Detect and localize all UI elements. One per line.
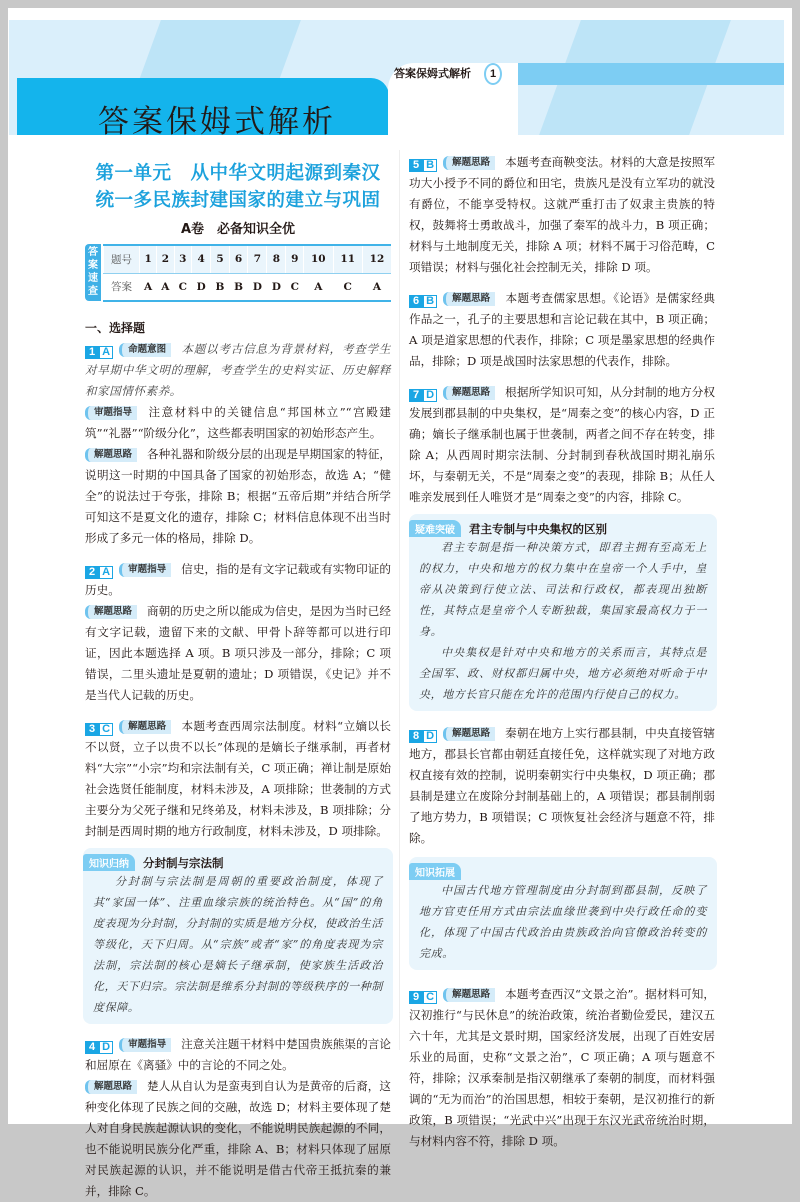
tab-strip [515, 63, 784, 85]
label-tag: 解题思路 [85, 1080, 137, 1094]
explanation-text: 根据所学知识可知，从分封制的地方分权发展到郡县制的中央集权，是“周秦之变”的核心内容，D 正确；嫡长子继承制也属于世袭制，两者之间不存在转变，排除 A；从西周时期宗法制、分封制到春秋战国时期礼崩乐坏，与秦朝无关，不是“周秦之变”的表现，排除 B；从任人唯亲发展到任人唯贤才是“周秦之变”的内容，排除 C。 [409, 385, 715, 504]
explanation-part [409, 382, 715, 508]
question-number: 1 [85, 346, 99, 359]
explanation-part [85, 402, 391, 444]
question-number: 6 [409, 295, 423, 308]
box-title: 君主专制与中央集权的区别 [469, 522, 607, 536]
box-paragraph: 君主专制是指一种决策方式，即君主拥有至高无上的权力，中央和地方的权力集中在皇帝一个人手中，皇帝从决策到行使立法、司法和行政权，都表现出独断性，其特点是皇帝个人专断独裁，集国家最高权力于一身。 [419, 541, 707, 638]
explanation-part [409, 288, 715, 372]
explanation-part [85, 339, 391, 402]
right-column [409, 152, 715, 1152]
label-tag: 解题思路 [85, 605, 137, 619]
answer-cell: D [248, 273, 267, 301]
explanation-text: 本题考查儒家思想。《论语》是儒家经典作品之一，孔子的主要思想和言论记载在其中，B 项正确；A 项是道家思想的代表作，排除；C 项是墨家思想的经典作品，排除；D 项是战国时法家思想的代表作，排除。 [409, 291, 715, 368]
question-number-cell: 4 [192, 245, 211, 273]
box-tag: 知识拓展 [409, 863, 461, 880]
question-badge [85, 723, 113, 736]
page-number: 1 [484, 63, 502, 85]
explanation-part [409, 152, 715, 278]
explanation-text: 本题考查西汉“文景之治”。据材料可知，汉初推行“与民休息”的统治政策，统治者勤俭爱民，建汉五六十年，尤其是文景时期，国家经济发展，出现了百姓安居乐业的局面，史称“文景之治”，C 项正确；A 项与题意不符，排除；汉承秦制是指汉朝继承了秦朝的制度，而材料强调的“无为而治”的治国思想，相较于秦朝，是汉初推行的新政策，B 项错误；“光武中兴”出现于东汉光武帝统治时期，与材料内容不符，排除 D 项。 [409, 987, 715, 1148]
question-number-cell: 1 [140, 245, 157, 273]
question-explanation-4 [85, 1034, 391, 1202]
question-number: 5 [409, 159, 423, 172]
question-answer: D [423, 730, 437, 743]
question-number: 9 [409, 991, 423, 1004]
answer-cell: B [211, 273, 230, 301]
unit-heading [85, 160, 391, 237]
question-answer: C [423, 991, 437, 1004]
explanation-text: 信史，指的是有文字记载或有实物印证的历史。 [85, 562, 391, 597]
question-number-cell: 9 [286, 245, 304, 273]
question-answer: A [99, 346, 113, 359]
label-tag: 解题思路 [119, 720, 171, 734]
running-header: 答案保姆式解析 [394, 67, 471, 80]
question-badge [409, 159, 437, 172]
explanation-text: 楚人从自认为是蛮夷到自认为是黄帝的后裔，这种变化体现了民族之间的交融，故选 D；材料主要体现了楚人对自身民族起源认识的变化，不能说明民族起源的不同，也不能说明民族分化严重，排除 A、B；材料只体现了屈原对民族起源的认识，并不能说明是借古代帝王抵抗秦的兼并，排除 C。 [85, 1079, 391, 1198]
question-number-cell: 11 [333, 245, 362, 273]
question-answer: B [423, 295, 437, 308]
question-badge [409, 991, 437, 1004]
explanation-part [85, 1034, 391, 1076]
question-number: 4 [85, 1041, 99, 1054]
question-badge [85, 1041, 113, 1054]
answer-cell: A [140, 273, 157, 301]
unit-title-line1: 第一单元 从中华文明起源到秦汉 [95, 163, 381, 184]
question-answer: A [99, 566, 113, 579]
question-number-cell: 7 [248, 245, 267, 273]
unit-subtitle: A卷 必备知识全优 [180, 222, 296, 237]
question-explanation-9 [409, 984, 715, 1152]
question-badge [409, 389, 437, 402]
question-explanation-2 [85, 559, 391, 706]
answer-cell: B [229, 273, 248, 301]
answer-key-label: 答案速查 [85, 244, 101, 301]
question-badge [409, 295, 437, 308]
question-number-cell: 8 [267, 245, 286, 273]
question-number-cell: 10 [304, 245, 333, 273]
label-tag: 解题思路 [443, 386, 495, 400]
explanation-part [85, 559, 391, 601]
explanation-text: 各种礼器和阶级分层的出现是早期国家的特征，说明这一时期的中国具备了国家的初始形态，故选 A；“健全”的说法过于夸张，排除 B；根据“五帝后期”并结合所学可知这不是夏文化的遗存，排除 C；材料信息体现不出当时形成了多元一体的格局，排除 D。 [85, 447, 391, 545]
box-tag: 疑难突破 [409, 520, 461, 537]
question-number: 3 [85, 723, 99, 736]
question-explanation-5 [409, 152, 715, 278]
row-label: 题号 [104, 245, 140, 273]
explanation-part [85, 601, 391, 706]
answer-cell: C [286, 273, 304, 301]
explanation-text: 本题以考古信息为背景材料，考查学生对早期中华文明的理解，考查学生的史料实证、历史解释和家国情怀素养。 [85, 342, 391, 398]
question-answer: B [423, 159, 437, 172]
box-paragraph: 中国古代地方管理制度由分封制到郡县制，反映了地方官吏任用方式由宗法血缘世袭到中央行政任命的变化，体现了中国古代政治由贵族政治向官僚政治转变的完成。 [419, 884, 707, 960]
label-tag: 审题指导 [119, 563, 171, 577]
explanation-part [85, 1076, 391, 1202]
label-tag: 命题意图 [119, 343, 171, 357]
explanation-text: 秦朝在地方上实行郡县制，中央直接管辖地方，郡县长官都由朝廷直接任免，这样就实现了对地方政权直接有效的控制，说明秦朝实行中央集权，D 项正确；郡县制是建立在废除分封制基础上的，A 项错误；郡县制削弱了地方势力，B 项错误；C 项恢复社会经济与题意不符，排除。 [409, 726, 715, 845]
explanation-text: 注意关注题干材料中楚国贵族熊渠的言论和屈原在《离骚》中的言论的不同之处。 [85, 1037, 391, 1072]
explanation-part [85, 444, 391, 549]
question-number: 7 [409, 389, 423, 402]
question-answer: C [99, 723, 113, 736]
question-number: 2 [85, 566, 99, 579]
unit-title-line2: 统一多民族封建国家的建立与巩固 [95, 190, 381, 211]
box-title: 分封制与宗法制 [143, 856, 224, 870]
label-tag: 审题指导 [119, 1038, 171, 1052]
explanation-text: 商朝的历史之所以能成为信史，是因为当时已经有文字记载，遗留下来的文献、甲骨卜辞等都可以进行印证，因此本题选择 A 项。B 项只涉及一部分，排除；C 项错误，二里头遗址是夏朝的遗址；D 项错误，《史记》并不是当代人记载的历史。 [85, 604, 391, 702]
answer-cell: D [192, 273, 211, 301]
question-badge [85, 346, 113, 359]
label-tag: 解题思路 [443, 292, 495, 306]
question-number-cell: 6 [229, 245, 248, 273]
question-badge [85, 566, 113, 579]
label-tag: 解题思路 [443, 727, 495, 741]
note-box-1 [83, 848, 393, 1024]
question-explanation-8 [409, 723, 715, 849]
question-badge [409, 730, 437, 743]
answer-cell: A [157, 273, 174, 301]
explanation-text: 注意材料中的关键信息“邦国林立”“宫殿建筑”“礼器”“阶级分化”，这些都表明国家的初始形态产生。 [85, 405, 391, 440]
explanation-part [409, 984, 715, 1152]
explanation-part [85, 716, 391, 842]
box-paragraph: 中央集权是针对中央和地方的关系而言，其特点是全国军、政、财权都归属中央，地方必须绝对听命于中央，地方长官只能在允许的范围内行使自己的权力。 [419, 646, 707, 701]
row-label: 答案 [104, 273, 140, 301]
question-number-cell: 3 [174, 245, 192, 273]
banner-title: 答案保姆式解析 [98, 104, 336, 140]
column-divider [399, 150, 400, 1050]
left-column [85, 319, 391, 1202]
answer-cell: C [174, 273, 192, 301]
label-tag: 审题指导 [85, 406, 137, 420]
question-explanation-7 [409, 382, 715, 508]
label-tag: 解题思路 [443, 156, 495, 170]
note-box-2 [409, 514, 717, 711]
question-answer: D [423, 389, 437, 402]
question-explanation-1 [85, 339, 391, 549]
explanation-text: 本题考查西周宗法制度。材料“立嫡以长不以贤，立子以贵不以长”体现的是嫡长子继承制，再者材料“大宗”“小宗”均和宗法制有关，C 项正确；禅让制是原始社会选贤任能制度，材料未涉及，A 项排除；世袭制的方式主要分为父死子继和兄终弟及，材料未涉及，B 项排除；分封制是西周时期的地方行政制度，材料未涉及，D 项排除。 [85, 719, 391, 838]
question-number-cell: 2 [157, 245, 174, 273]
question-explanation-3 [85, 716, 391, 842]
answer-cell: A [304, 273, 333, 301]
question-explanation-6 [409, 288, 715, 372]
box-paragraph: 分封制与宗法制是周朝的重要政治制度，体现了其“家国一体”、注重血缘宗族的统治特色。从“国”的角度表现为分封制，分封制的实质是地方分权，使政治生活等级化，天下归周。从“宗族”或者“家”的角度表现为宗法制，宗法制的核心是嫡长子继承制，使家族生活政治化，天下归宗。宗法制是维系分封制的等级秩序的一种制度保障。 [93, 875, 383, 1014]
question-answer: D [99, 1041, 113, 1054]
answer-cell: A [362, 273, 391, 301]
explanation-part [409, 723, 715, 849]
explanation-text: 本题考查商鞅变法。材料的大意是按照军功大小授予不同的爵位和田宅，贵族凡是没有立军功的就没有爵位，不能享受特权。这就严重打击了奴隶主贵族的特权，鼓舞将士勇敢战斗，加强了秦军的战斗力，B 项正确；材料与土地制度无关，排除 A 项；材料不属于习俗范畴，C 项错误；材料与强化社会控制无关，排除 D 项。 [409, 155, 715, 274]
note-box-3 [409, 857, 717, 970]
answer-cell: D [267, 273, 286, 301]
box-tag: 知识归纳 [83, 854, 135, 871]
answer-cell: C [333, 273, 362, 301]
question-number: 8 [409, 730, 423, 743]
answer-key-table [85, 244, 391, 301]
question-number-cell: 12 [362, 245, 391, 273]
question-number-cell: 5 [211, 245, 230, 273]
label-tag: 解题思路 [443, 988, 495, 1002]
label-tag: 解题思路 [85, 448, 137, 462]
section-title: 一、选择题 [85, 321, 146, 335]
